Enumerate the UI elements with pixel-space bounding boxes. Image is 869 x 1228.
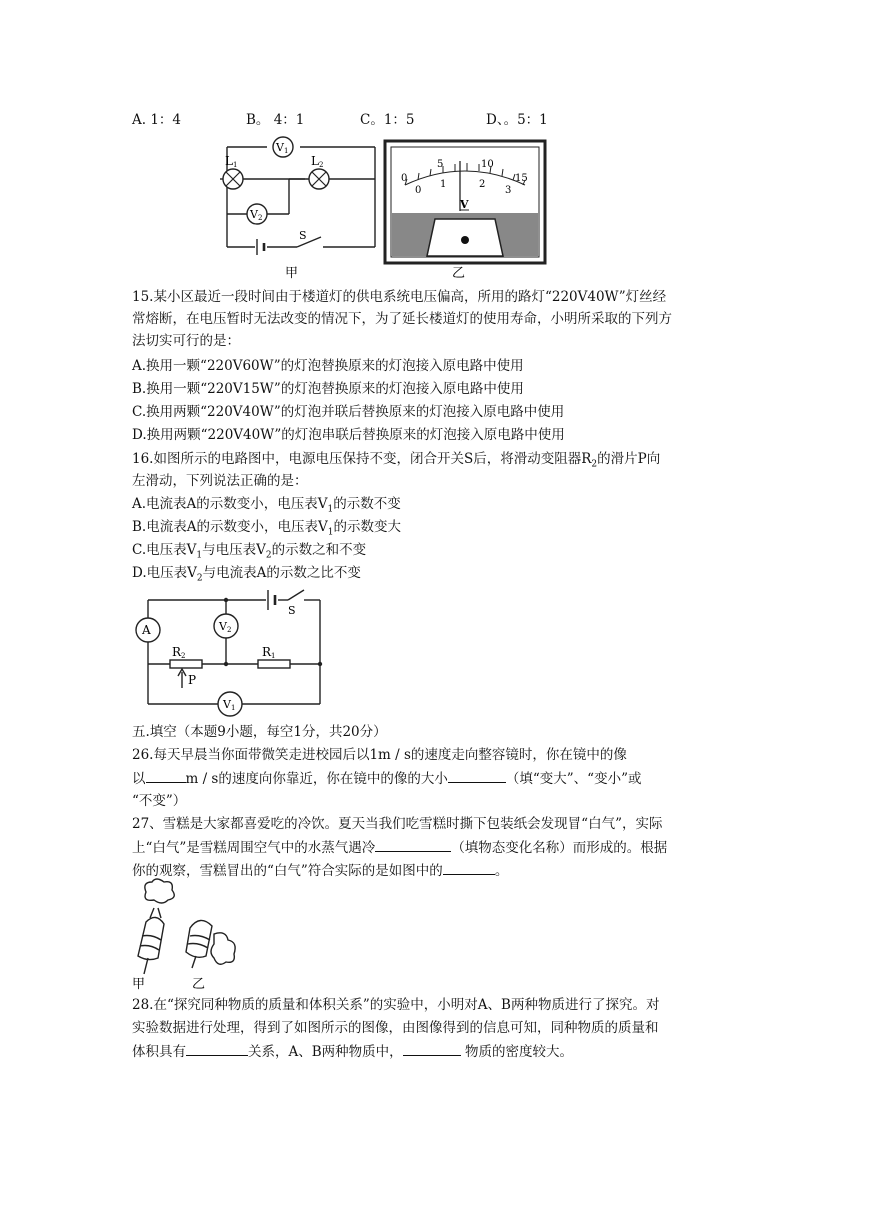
q15-stem-line3: 法切实可行的是： — [132, 333, 240, 349]
section-5-heading: 五.填空（本题9小题，每空1分，共20分） — [132, 724, 387, 740]
rheostat-r2-icon — [170, 660, 202, 668]
resistor-r1-icon — [258, 660, 290, 668]
q15-option-c: C.换用两颗“220V40W”的灯泡并联后替换原来的灯泡接入原电路中使用 — [132, 404, 565, 420]
q27-blank-1[interactable] — [375, 837, 451, 852]
svg-text:V: V — [223, 698, 231, 711]
q16-option-b: B.电流表A的示数变小，电压表$V_1$的示数变大 — [132, 519, 401, 538]
q26-line2: 以 m / s的速度向你靠近，你在镜中的像的大小 （填“变大”、“变小”或 — [132, 768, 641, 789]
svg-text:V: V — [460, 198, 469, 211]
svg-text:1: 1 — [284, 147, 289, 155]
q16-option-c: C.电压表$V_1$与电压表$V_2$的示数之和不变 — [132, 542, 367, 561]
q28-blank-1[interactable] — [186, 1041, 248, 1056]
svg-text:1: 1 — [440, 179, 447, 190]
q14-option-a: A. 1：4 — [132, 112, 182, 128]
svg-text:P: P — [188, 673, 197, 687]
q16-stem-line1: 16.如图所示的电路图中，电源电压保持不变，闭合开关S后，将滑动变阻器$R_2$的滑片P向 — [132, 451, 661, 470]
circuit-jia — [220, 147, 375, 255]
q28-line2: 实验数据进行处理，得到了如图所示的图像，由图像得到的信息可知，同种物质的质量和 — [132, 1020, 659, 1036]
figure-circuit-and-meter — [215, 135, 550, 280]
ice-cream-jia-icon — [138, 917, 164, 959]
q28-line1: 28.在“探究同种物质的质量和体积关系”的实验中，小明对A、B两种物质进行了探究。对 — [132, 997, 660, 1013]
q15-stem-line2: 常熔断，在电压暂时无法改变的情况下，为了延长楼道灯的使用寿命，小明所采取的下列方 — [132, 311, 672, 327]
vapor-yi-icon — [211, 933, 235, 964]
svg-text:V: V — [250, 208, 258, 221]
q26-blank-1[interactable] — [146, 768, 186, 783]
figure-ice-cream — [128, 878, 248, 993]
svg-text:0: 0 — [401, 173, 408, 184]
svg-text:2: 2 — [319, 161, 324, 169]
q14-option-c: C。1：5 — [360, 112, 415, 128]
svg-text:S: S — [288, 604, 296, 617]
svg-text:2: 2 — [181, 652, 186, 660]
q15-option-b: B.换用一颗“220V15W”的灯泡替换原来的灯泡接入原电路中使用 — [132, 381, 524, 397]
figure-label-jia: 甲 — [285, 266, 299, 280]
q27-line2: 上“白气”是雪糕周围空气中的水蒸气遇冷 （填物态变化名称）而形成的。根据 — [132, 837, 667, 858]
q15-stem-line1: 15.某小区最近一段时间由于楼道灯的供电系统电压偏高，所用的路灯“220V40W”灯丝经 — [132, 289, 667, 305]
q16-option-a: A.电流表A的示数变小，电压表$V_1$的示数不变 — [132, 496, 401, 515]
svg-text:3: 3 — [505, 185, 512, 196]
voltmeter-yi — [385, 141, 545, 263]
q28-line3: 体积具有 关系，A、B两种物质中， 物质的密度较大。 — [132, 1041, 573, 1062]
svg-text:15: 15 — [515, 173, 528, 184]
vapor-jia-icon — [145, 879, 174, 903]
svg-text:V: V — [219, 620, 227, 633]
q26-line1: 26.每天早晨当你面带微笑走进校园后以1m / s的速度走向整容镜时，你在镜中的像 — [132, 747, 627, 763]
svg-text:2: 2 — [227, 626, 232, 634]
figure-q16-circuit — [128, 588, 328, 720]
svg-text:1: 1 — [271, 652, 276, 660]
svg-text:S: S — [299, 229, 307, 242]
figure-label-jia: 甲 — [132, 977, 146, 992]
q14-option-d: D、。5：1 — [486, 112, 548, 128]
svg-text:L: L — [311, 154, 319, 168]
q14-option-b: B。 4：1 — [246, 112, 305, 128]
q27-line3: 你的观察，雪糕冒出的“白气”符合实际的是如图中的 。 — [132, 860, 508, 881]
svg-text:2: 2 — [258, 214, 263, 222]
q27-line1: 27、雪糕是大家都喜爱吃的冷饮。夏天当我们吃雪糕时撕下包装纸会发现冒“白气”，实际 — [132, 816, 663, 832]
svg-text:R: R — [262, 645, 272, 659]
q27-blank-2[interactable] — [443, 860, 495, 875]
figure-label-yi: 乙 — [192, 977, 206, 992]
q26-line3: “不变”） — [132, 793, 187, 809]
q26-blank-2[interactable] — [448, 768, 506, 783]
svg-text:5: 5 — [437, 159, 444, 170]
figure-label-yi: 乙 — [452, 266, 466, 280]
q16-option-d: D.电压表$V_2$与电流表A的示数之比不变 — [132, 565, 361, 584]
q15-option-a: A.换用一颗“220V60W”的灯泡替换原来的灯泡接入原电路中使用 — [132, 358, 524, 374]
q28-blank-2[interactable] — [403, 1041, 461, 1056]
svg-text:0: 0 — [415, 185, 422, 196]
svg-text:A: A — [142, 623, 151, 637]
svg-text:L: L — [225, 154, 233, 168]
q15-option-d: D.换用两颗“220V40W”的灯泡串联后替换原来的灯泡接入原电路中使用 — [132, 427, 565, 443]
q16-stem-line2: 左滑动，下列说法正确的是： — [132, 473, 308, 489]
svg-text:1: 1 — [233, 161, 238, 169]
svg-text:10: 10 — [481, 159, 494, 170]
svg-text:R: R — [172, 645, 182, 659]
svg-text:V: V — [276, 141, 284, 154]
svg-text:1: 1 — [231, 704, 236, 712]
svg-text:2: 2 — [479, 179, 486, 190]
